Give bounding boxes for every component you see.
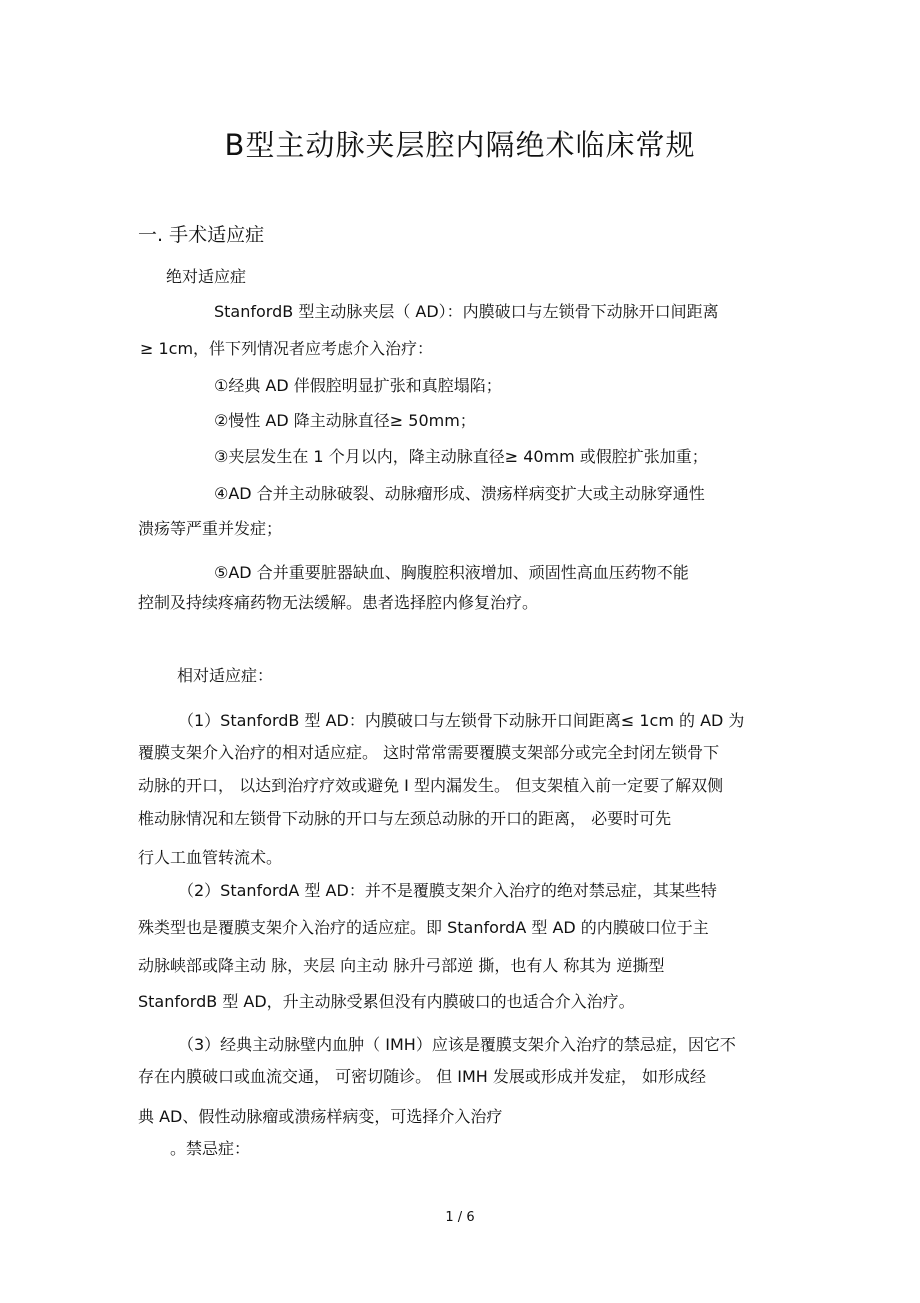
- absolute-text-line: StanfordB 型主动脉夹层（ AD）：内膜破口与左锁骨下动脉开口间距离: [214, 302, 719, 321]
- relative-text-line: 。禁忌症：: [170, 1139, 251, 1158]
- page-title: B型主动脉夹层腔内隔绝术临床常规: [224, 128, 696, 162]
- absolute-text-line: ①经典 AD 伴假腔明显扩张和真腔塌陷；: [214, 376, 502, 395]
- relative-text-line: 椎动脉情况和左锁骨下动脉的开口与左颈总动脉的开口的距离， 必要时可先: [138, 809, 672, 828]
- page-number: 1 / 6: [445, 1210, 475, 1225]
- absolute-text-line: 溃疡等严重并发症；: [138, 519, 283, 538]
- absolute-text-line: ≥ 1cm，伴下列情况者应考虑介入治疗：: [140, 339, 434, 358]
- relative-indications-label: 相对适应症：: [177, 666, 274, 685]
- absolute-text-line: 控制及持续疼痛药物无法缓解。患者选择腔内修复治疗。: [138, 593, 539, 612]
- absolute-text-line: ④AD 合并主动脉破裂、动脉瘤形成、溃疡样病变扩大或主动脉穿通性: [214, 484, 705, 503]
- relative-text-line: 殊类型也是覆膜支架介入治疗的适应症。即 StanfordA 型 AD 的内膜破口位于主: [138, 918, 709, 937]
- relative-text-line: 存在内膜破口或血流交通， 可密切随诊。 但 IMH 发展或形成并发症， 如形成经: [138, 1067, 706, 1086]
- relative-text-line: 典 AD、假性动脉瘤或溃疡样病变，可选择介入治疗: [138, 1107, 503, 1126]
- relative-text-line: 覆膜支架介入治疗的相对适应症。 这时常常需要覆膜支架部分或完全封闭左锁骨下: [138, 743, 720, 762]
- relative-text-line: 行人工血管转流术。: [138, 848, 283, 867]
- relative-text-line: （2）StanfordA 型 AD：并不是覆膜支架介入治疗的绝对禁忌症，其某些特: [178, 881, 717, 900]
- absolute-text-line: ⑤AD 合并重要脏器缺血、胸腹腔积液增加、顽固性高血压药物不能: [214, 563, 689, 582]
- absolute-indications-label: 绝对适应症: [166, 267, 247, 286]
- relative-text-line: StanfordB 型 AD，升主动脉受累但没有内膜破口的也适合介入治疗。: [138, 992, 635, 1011]
- relative-text-line: （3）经典主动脉壁内血肿（ IMH）应该是覆膜支架介入治疗的禁忌症，因它不: [178, 1035, 736, 1054]
- section-heading: 一. 手术适应症: [138, 224, 265, 246]
- absolute-text-line: ③夹层发生在 1 个月以内，降主动脉直径≥ 40mm 或假腔扩张加重；: [214, 447, 708, 466]
- absolute-text-line: ②慢性 AD 降主动脉直径≥ 50mm；: [214, 411, 476, 430]
- relative-text-line: 动脉的开口， 以达到治疗疗效或避免 I 型内漏发生。 但支架植入前一定要了解双侧: [138, 776, 724, 795]
- relative-text-line: 动脉峡部或降主动 脉，夹层 向主动 脉升弓部逆 撕，也有人 称其为 逆撕型: [138, 956, 665, 975]
- relative-text-line: （1）StanfordB 型 AD：内膜破口与左锁骨下动脉开口间距离≤ 1cm 的 AD 为: [178, 711, 745, 730]
